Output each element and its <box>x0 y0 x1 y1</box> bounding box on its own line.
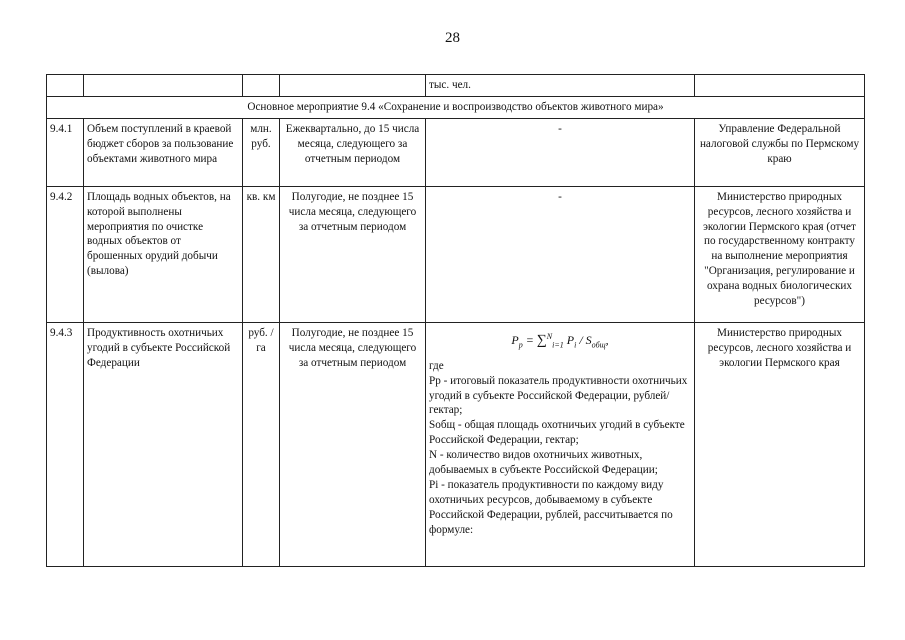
row-number: 9.4.2 <box>47 186 84 322</box>
section-row <box>47 96 865 118</box>
unit: руб. /га <box>243 322 280 566</box>
responsible: Министерство природных ресурсов, лесного хозяйства и экологии Пермского края (отчет по государственному контракту на выполнение мероприятия "Организация, регулирование и охрана водных биологических ресурсов") <box>695 186 865 322</box>
table-row-top <box>47 75 865 97</box>
responsible: Министерство природных ресурсов, лесного хозяйства и экологии Пермского края <box>695 322 865 566</box>
method-line: Pp - итоговый показатель продуктивности охотничьих угодий в субъекте Российской Федерации, рублей/гектар; <box>429 374 688 417</box>
productivity-formula: $P_p = \sum^N_{i=1}$ $P_i / S_{общ}$, <box>511 331 609 350</box>
unit: млн. руб. <box>243 118 280 186</box>
cell-empty <box>695 75 865 97</box>
method-line: N - количество видов охотничьих животных, добываемых в субъекте Российской Федерации; <box>429 449 658 477</box>
method-line: Sобщ - общая площадь охотничьих угодий в субъекте Российской Федерации, гектар; <box>429 419 685 447</box>
cell-empty <box>243 75 280 97</box>
table-row <box>47 322 865 566</box>
indicators-table <box>46 74 865 567</box>
cell-empty <box>84 75 243 97</box>
cell-empty <box>47 75 84 97</box>
method: - <box>426 118 695 186</box>
cell-method-top: тыс. чел. <box>426 75 695 97</box>
section-title: Основное мероприятие 9.4 «Сохранение и воспроизводство объектов животного мира» <box>47 96 865 118</box>
method: - <box>426 186 695 322</box>
method <box>426 322 695 566</box>
indicator-name: Продуктивность охотничьих угодий в субъекте Российской Федерации <box>84 322 243 566</box>
table-row <box>47 186 865 322</box>
cell-empty <box>280 75 426 97</box>
unit: кв. км <box>243 186 280 322</box>
row-number: 9.4.1 <box>47 118 84 186</box>
row-number: 9.4.3 <box>47 322 84 566</box>
page-number: 28 <box>445 30 460 46</box>
method-line: Pi - показатель продуктивности по каждому виду охотничьих ресурсов, добываемому в субъекте Российской Федерации, рублей, рассчитывается по формуле: <box>429 478 673 536</box>
term: Ежеквартально, до 15 числа месяца, следующего за отчетным периодом <box>280 118 426 186</box>
indicator-name: Объем поступлений в краевой бюджет сборов за пользование объектами животного мира <box>84 118 243 186</box>
term: Полугодие, не позднее 15 числа месяца, следующего за отчетным периодом <box>280 322 426 566</box>
term: Полугодие, не позднее 15 числа месяца, следующего за отчетным периодом <box>280 186 426 322</box>
table-row <box>47 118 865 186</box>
indicator-name: Площадь водных объектов, на которой выполнены мероприятия по очистке водных объектов от брошенных орудий добычи (вылова) <box>84 186 243 322</box>
method-line: где <box>429 359 444 372</box>
responsible: Управление Федеральной налоговой службы по Пермскому краю <box>695 118 865 186</box>
